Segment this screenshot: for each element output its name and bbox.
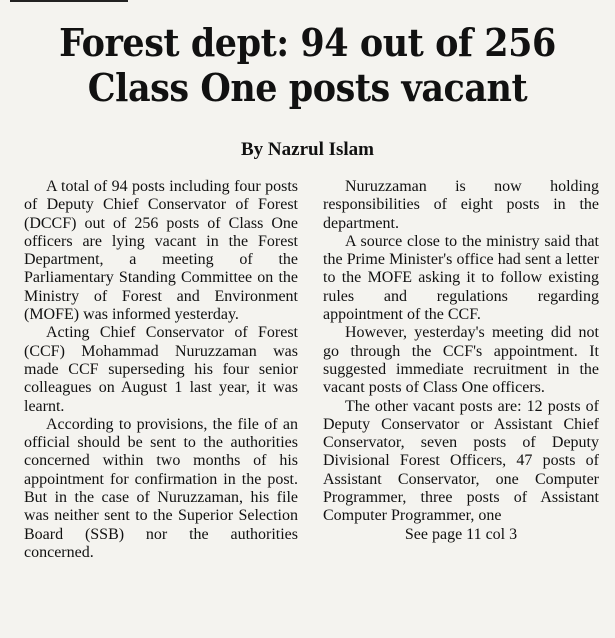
paragraph: A source close to the ministry said that the Prime Minister's office had sent a letter to the MOFE asking it to follow existing rules and regulations regarding appointment of the CCF. (323, 232, 599, 324)
top-rule (10, 0, 128, 2)
paragraph: The other vacant posts are: 12 posts of Deputy Conservator or Assistant Chief Conservator, seven posts of Deputy Divisional Forest Officers, 47 posts of Assistant Conservator, one Computer Programmer, three posts of Assistant Computer Programmer, one (323, 397, 599, 525)
column-gutter (309, 178, 310, 618)
paragraph: A total of 94 posts including four posts of Deputy Chief Conservator of Forest (DCCF) out of 256 posts of Class One officers are lying vacant in the Forest Department, a meeting of the Parliamentary Standing Committee on the Ministry of Forest and Environment (MOFE) was informed yesterday. (24, 178, 298, 324)
continuation-note[interactable]: See page 11 col 3 (404, 525, 518, 543)
right-column (323, 178, 599, 544)
paragraph: According to provisions, the file of an official should be sent to the authorities concerned within two months of his appointment for confirmation in the post. But in the case of Nuruzzaman, his file was neither sent to the Superior Selection Board (SSB) nor the authorities concerned. (24, 415, 298, 561)
headline-line-1: Forest dept: 94 out of 256 (59, 20, 556, 65)
headline-line-2: Class One posts vacant (87, 65, 528, 110)
paragraph: Acting Chief Conservator of Forest (CCF) Mohammad Nuruzzaman was made CCF superseding his four senior colleagues on August 1 last year, it was learnt. (24, 324, 298, 415)
headline (25, 20, 591, 110)
paragraph: Nuruzzaman is now holding responsibilities of eight posts in the department. (323, 178, 599, 232)
byline: By Nazrul Islam (241, 139, 374, 160)
paragraph: However, yesterday's meeting did not go through the CCF's appointment. It suggested immediate recruitment in the vacant posts of Class One officers. (323, 324, 599, 397)
left-column (24, 178, 298, 562)
